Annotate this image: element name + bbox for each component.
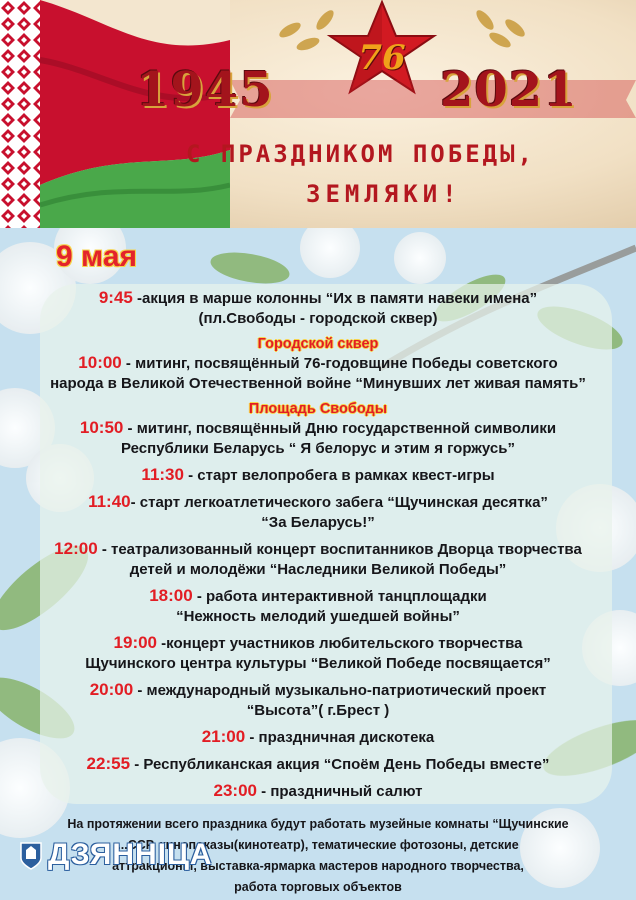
event-description-continued: Щучинского центра культуры “Великой Победе посвящается” <box>85 655 551 672</box>
event-description: - праздничный салют <box>257 783 423 800</box>
event-time: 11:30 <box>141 465 184 484</box>
anniversary-number: 76 <box>358 38 406 78</box>
event-description: - старт велопробега в рамках квест-игры <box>183 467 495 484</box>
year-end: 2021 <box>440 62 578 118</box>
logo-text: ДЗЯННІЦА <box>48 838 213 871</box>
event-time: 10:00 <box>78 353 122 372</box>
footer-line: На протяжении всего праздника будут работать музейные комнаты “Щучинские <box>67 817 569 831</box>
event-description-continued: Республики Беларусь “ Я белорус и этим я горжусь” <box>121 440 515 457</box>
schedule-event <box>0 465 636 486</box>
event-description: - театрализованный концерт воспитанников Дворца творчества <box>97 541 582 558</box>
schedule-event <box>0 727 636 748</box>
city-emblem-icon <box>20 842 42 870</box>
event-time: 11:40 <box>88 492 131 511</box>
schedule-event <box>0 353 636 374</box>
event-description: - праздничная дискотека <box>245 729 435 746</box>
event-time: 23:00 <box>213 781 257 800</box>
greeting-line-2: ЗЕМЛЯКИ! <box>306 180 462 208</box>
event-description-continued: народа в Великой Отечественной войне “Минувших лет живая память” <box>50 375 586 392</box>
event-description-continued: “Нежность мелодий ушедшей войны” <box>176 608 460 625</box>
place-heading: Городской сквер <box>257 336 379 352</box>
place-heading: Площадь Свободы <box>248 401 388 417</box>
event-description: - митинг, посвящённый Дню государственной символики <box>123 420 557 437</box>
event-time: 20:00 <box>89 680 134 699</box>
event-description: - Республиканская акция “Споём День Победы вместе” <box>130 756 550 773</box>
event-description-continued: детей и молодёжи “Наследники Великой Победы” <box>129 561 507 578</box>
event-description: - старт легкоатлетического забега “Щучинская десятка” <box>130 494 548 511</box>
date-title: 9 мая <box>56 240 138 273</box>
schedule-event <box>0 288 636 309</box>
schedule-event <box>0 539 636 560</box>
schedule-event <box>0 418 636 439</box>
event-description-continued: “Высота”( г.Брест ) <box>246 702 390 719</box>
footer-line: работа торговых объектов <box>234 880 402 894</box>
event-description: - работа интерактивной танцплощадки <box>192 588 487 605</box>
schedule-event <box>0 633 636 654</box>
schedule-event <box>0 586 636 607</box>
event-time: 10:50 <box>79 418 124 437</box>
event-description: -концерт участников любительского творчества <box>157 635 523 652</box>
event-description: - международный музыкально-патриотический проект <box>133 682 547 699</box>
event-time: 9:45 <box>98 288 133 307</box>
event-time: 12:00 <box>54 539 98 558</box>
event-time: 22:55 <box>86 754 131 773</box>
footer-line: аттракционы, выставка-ярмарка мастеров народного творчества, <box>112 859 524 873</box>
event-description: - митинг, посвящённый 76-годовщине Победы советского <box>121 355 558 372</box>
event-schedule <box>0 288 636 808</box>
event-description-continued: (пл.Свободы - городской сквер) <box>198 310 438 327</box>
event-time: 18:00 <box>149 586 193 605</box>
greeting-line-1: С ПРАЗДНИКОМ ПОБЕДЫ, <box>186 140 535 168</box>
year-start: 1945 <box>136 62 274 118</box>
event-time: 21:00 <box>201 727 246 746</box>
schedule-event <box>0 781 636 802</box>
schedule-event <box>0 492 636 513</box>
schedule-event <box>0 754 636 775</box>
event-time: 19:00 <box>113 633 158 652</box>
dzyannitsa-logo <box>20 838 213 876</box>
footer-line: ...ССР, кинопоказы(кинотеатр), тематические фотозоны, детские <box>117 838 519 852</box>
header-banner <box>0 0 636 228</box>
event-description: -акция в марше колонны “Их в памяти навеки имена” <box>132 290 538 307</box>
schedule-event <box>0 680 636 701</box>
event-description-continued: “За Беларусь!” <box>261 514 375 531</box>
